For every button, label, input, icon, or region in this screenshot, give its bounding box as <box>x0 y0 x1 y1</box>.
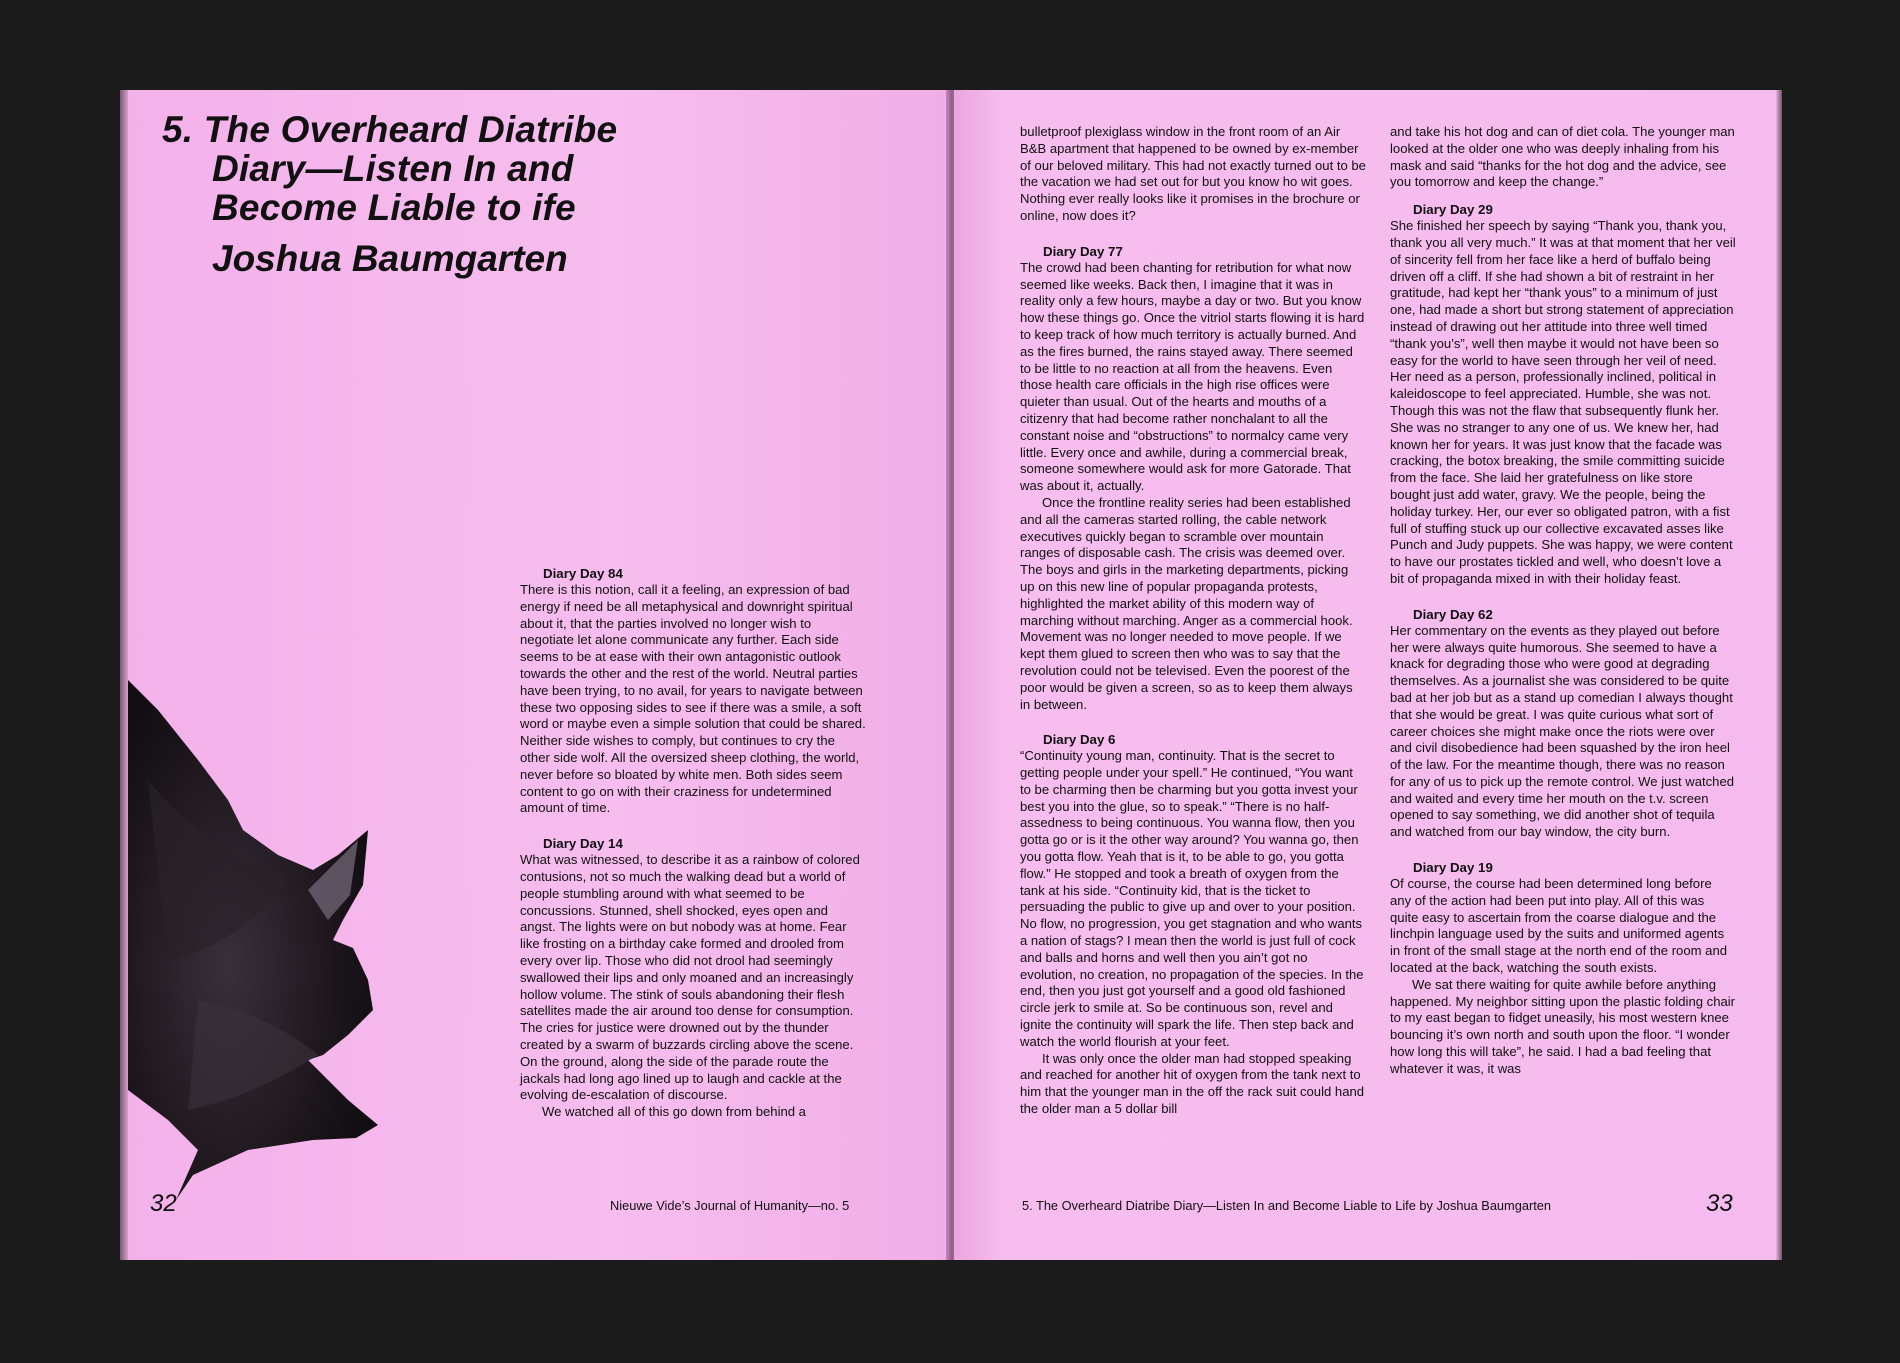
right-page <box>954 90 1782 1260</box>
page-edge-right <box>1776 90 1782 1260</box>
entry-heading: Diary Day 77 <box>1043 243 1123 259</box>
page-edge-left <box>120 90 128 1260</box>
entry-paragraph: It was only once the older man had stopped speaking and reached for another hit of oxygen from the tank next to him that the younger man in the off the rack suit could hand the older man a 5 dollar bill <box>1020 1050 1365 1117</box>
right-text-column-2 <box>1390 124 1736 1078</box>
title-line: Become Liable to ife <box>212 187 576 228</box>
magazine-spread <box>120 90 1782 1260</box>
entry-paragraph: We sat there waiting for quite awhile before anything happened. My neighbor sitting upon the plastic folding chair to my east began to fidget uneasily, his most western knee bouncing it’s own north and south upon the floor. “I wonder how long this will take”, he said. I had a bad feeling that whatever it was, it was <box>1390 976 1736 1076</box>
title-line: 5. The Overheard Diatribe <box>162 109 618 150</box>
entry-heading: Diary Day 14 <box>543 836 623 852</box>
entry-paragraph: Her commentary on the events as they played out before her were always quite humorous. She seemed to have a knack for degrading those who were good at degrading themselves. As a journalist she was considered to be quite bad at her job but as a stand up comedian I always thought that she would be great. I was quite curious what sort of career choices she might make once the riots were over and civil disobedience had been squashed by the iron heel of the law. For the meantime though, there was no reason for any of us to pick up the remote control. We just watched and waited and every time her mouth on the t.v. screen opened to say something, we did another shot of tequila and watched from our bay window, the city burn. <box>1390 622 1735 840</box>
entry-paragraph: and take his hot dog and can of diet cola. The younger man looked at the older one who was deeply inhaling from his mask and said “thanks for the hot dog and the advice, see you tomorrow and keep the change.” <box>1390 124 1735 190</box>
entry-paragraph: The crowd had been chanting for retribution for what now seemed like weeks. Back then, I imagine that it was in reality only a few hours, maybe a day or two. But you know how these things go. Once the vitriol starts flowing it is hard to keep track of how much territory is actually burned. And as the fires burned, the rains stayed away. There seemed to be little to no reaction at all from the heavens. Even those health care officials in the high rise offices were quieter than usual. Out of the hearts and mouths of a citizenry that had become rather nonchalant to all the constant noise and “obstructions” to normalcy came very little. Every once and awhile, during a commercial break, someone somewhere would ask for more Gatorade. That was about it, actually. <box>1020 259 1365 494</box>
crow-photo-image <box>128 680 508 1220</box>
entry-paragraph: Of course, the course had been determined long before any of the action had been put into play. All of this was quite easy to ascertain from the coarse dialogue and the linchpin language used by the suits and uniformed agents in front of the small stage at the north end of the room and located at the back, watching the south exists. <box>1390 876 1728 976</box>
entry-heading: Diary Day 6 <box>1043 732 1116 748</box>
entry-heading: Diary Day 19 <box>1413 860 1493 876</box>
running-head-left: Nieuwe Vide’s Journal of Humanity—no. 5 <box>610 1198 850 1213</box>
entry-paragraph: We watched all of this go down from behind a <box>542 1104 806 1120</box>
entry-paragraph: There is this notion, call it a feeling, an expression of bad energy if need be all metaphysical and downright spiritual about it, that the parties involved no longer wish to negotiate let alone communicate any further. Each side seems to be at ease with their own antagonistic outlook towards the other and the rest of the world. Neutral parties have been trying, to no avail, for years to navigate between these two opposing sides to see if there was a smile, a soft word or maybe even a simple solution that could be shared. Neither side wishes to comply, but continues to cry the other side wolf. All the oversized sheep clothing, the world, never before so bloated by white men. Both sides seem content to go on with their craziness for undetermined amount of time. <box>520 582 866 816</box>
entry-paragraph: Once the frontline reality series had been established and all the cameras started rolling, the cable network executives quickly began to scramble over mountain ranges of disposable cash. The crisis was deemed over. The boys and girls in the marketing departments, picking up on this new line of popular propaganda protests, highlighted the market ability of this modern way of marching without marching. Anger as a commercial hook. Movement was no longer needed to move people. If we kept them glued to screen then who was to say that the revolution could not be televised. Even the poorest of the poor would be given a screen, so as to keep them always in between. <box>1020 494 1353 712</box>
page-number-left: 32 <box>150 1190 177 1217</box>
right-text-column-1 <box>1020 124 1366 1118</box>
entry-paragraph: What was witnessed, to describe it as a rainbow of colored contusions, not so much the walking dead but a world of people stumbling around with what seemed to be concussions. Stunned, shell shocked, eyes open and angst. The lights were on but nobody was at home. Fear like frosting on a birthday cake formed and drooled from every over lip. Those who did not drool had seemingly swallowed their lips and only moaned and an increasingly hollow volume. The stink of souls abandoning their flesh satellites made the air around too dense for consumption. The cries for justice were drowned out by the thunder created by a swarm of buzzards circling above the scene. On the ground, along the side of the parade route the jackals had long ago lined up to laugh and cackle at the evolving de-escalation of discourse. <box>520 852 860 1103</box>
left-page <box>120 90 950 1260</box>
entry-heading: Diary Day 84 <box>543 566 623 581</box>
entry-heading: Diary Day 62 <box>1413 606 1493 622</box>
article-title <box>162 110 802 227</box>
entry-paragraph: “Continuity young man, continuity. That is the secret to getting people under your spell.” He continued, “You want to be charming then be charming but you gotta invest your best you into the glue, so to speak.” “There is no half-assedness to being continuous. You wanna flow, then you gotta go or is it the other way around? You wanna go, then you gotta flow. Yeah that is it, to be able to go, you gotta flow.” He stopped and took a breath of oxygen from the tank at his side. “Continuity kid, that is the ticket to persuading the public to give up and over to your position. No flow, no progression, you get stagnation and who wants a nation of stags? I mean then the world is just full of cock and balls and horns and well then you ain’t got no evolution, no creation, no propagation of the species. In the end, then you just got yourself and a good old fashioned circle jerk to smile at. So be continuous son, revel and ignite the continuity will spark the life. Then step back and watch the world flourish at your feet. <box>1020 748 1364 1049</box>
entry-paragraph: bulletproof plexiglass window in the front room of an Air B&B apartment that happened to be owned by ex-member of our beloved military. This had not exactly turned out to be the vacation we had set out for but you know ho wit goes. Nothing ever really looks like it promises in the brochure or online, now does it? <box>1020 124 1366 223</box>
running-head-right: 5. The Overheard Diatribe Diary—Listen In and Become Liable to Life by Joshua Baumgarten <box>1022 1198 1551 1213</box>
title-line: Diary—Listen In and <box>212 148 574 189</box>
entry-paragraph: She finished her speech by saying “Thank you, thank you, thank you all very much.” It was at that moment that her veil of sincerity fell from her face like a herd of buffalo being driven off a cliff. If she had shown a bit of restraint in her gratitude, had kept her “thank yous” to a minimum of just one, had made a short but strong statement of appreciation instead of drawing out her attitude into three well timed “thank you’s”, well then maybe it would not have been so easy for the world to have seen through her veil of need. Her need as a person, professionally inclined, political in kaleidoscope to feel appreciated. Humble, she was not. Though this was not the flaw that subsequently flunk her. She was no stranger to any one of us. We knew her, had known her for years. It was just know that the facade was cracking, the botox breaking, the smile committing suicide from the face. She laid her gratefulness on like store bought just add water, gravy. We the people, being the holiday turkey. Her, our ever so obligated patron, with a fist full of stuffing stuck up our collective excavated asses like Punch and Judy puppets. She was happy, we were content to have our prostates tickled and well, who doesn’t love a bit of propaganda mixed in with their holiday feast. <box>1390 218 1736 586</box>
entry-heading: Diary Day 29 <box>1413 202 1493 218</box>
page-number-right: 33 <box>1706 1190 1733 1217</box>
article-author: Joshua Baumgarten <box>212 238 568 279</box>
left-text-column <box>520 565 866 1121</box>
